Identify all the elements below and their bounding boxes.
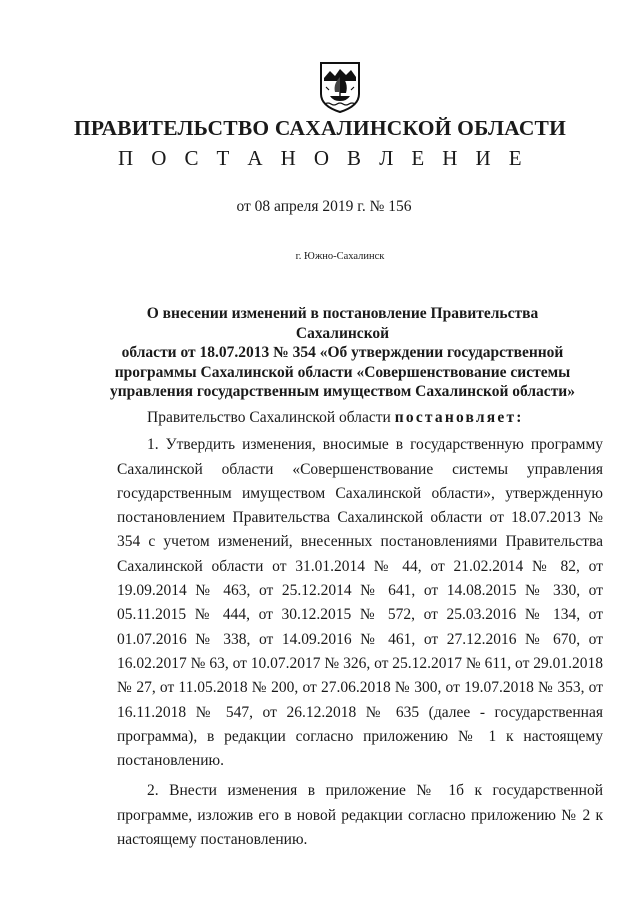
subject-line: О внесении изменений в постановление Правительства Сахалинской bbox=[146, 305, 539, 342]
document-subject bbox=[100, 304, 585, 402]
subject-line: управления государственным имуществом Сахалинской области» bbox=[110, 383, 575, 400]
organization-title: ПРАВИТЕЛЬСТВО САХАЛИНСКОЙ ОБЛАСТИ bbox=[73, 116, 567, 140]
document-city: г. Южно-Сахалинск bbox=[295, 251, 385, 262]
preamble-verb: постановляет: bbox=[394, 409, 524, 426]
document-type: П О С Т А Н О В Л Е Н И Е bbox=[118, 146, 528, 170]
document-date-number: от 08 апреля 2019 г. № 156 bbox=[236, 198, 412, 215]
preamble bbox=[117, 406, 603, 430]
subject-line: программы Сахалинской области «Совершенствование системы bbox=[114, 363, 571, 381]
subject-line: области от 18.07.2013 № 354 «Об утверждении государственной bbox=[121, 344, 564, 361]
preamble-lead: Правительство Сахалинской области bbox=[147, 409, 395, 426]
paragraph-item-2: 2. Внести изменения в приложение № 1б к государственной программе, изложив его в новой редакции согласно приложению № 2 к настоящему постановлению. bbox=[117, 782, 603, 849]
document-body bbox=[117, 406, 603, 858]
paragraph-item-1: 1. Утвердить изменения, вносимые в государственную программу Сахалинской области «Совершенствование системы управления государственным имуществом Сахалинской области», утвержденную постановлением Правительства Сахалинской области от 18.07.2013 № 354 с учетом изменений, внесенных постановлениями Правительства Сахалинской области от 31.01.2014 № 44, от 21.02.2014 № 82, от 19.09.2014 № 463, от 25.12.2014 № 641, от 14.08.2015 № 330, от 05.11.2015 № 444, от 30.12.2015 № 572, от 25.03.2016 № 134, от 01.07.2016 № 338, от 14.09.2016 № 461, от 27.12.2016 № 670, от 16.02.2017 № 63, от 10.07.2017 № 326, от 25.12.2017 № 611, от 29.01.2018 № 27, от 11.05.2018 № 200, от 27.06.2018 № 300, от 19.07.2018 № 353, от 16.11.2018 № 547, от 26.12.2018 № 635 (далее - государственная программа), в редакции согласно приложению № 1 к настоящему постановлению. bbox=[117, 436, 603, 770]
coat-of-arms-icon bbox=[318, 60, 362, 114]
